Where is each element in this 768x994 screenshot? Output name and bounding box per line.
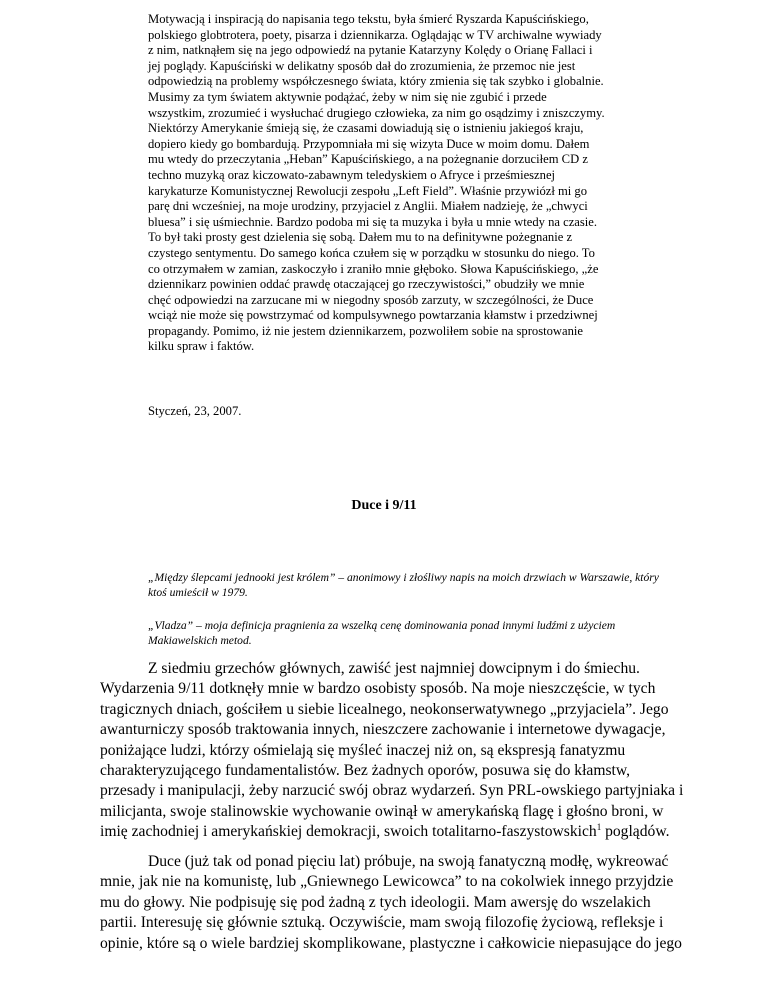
intro-line: propagandy. Pomimo, iż nie jestem dziennikarzem, pozwoliłem sobie na sprostowanie [148, 323, 583, 338]
epigraph-line: Makiawelskich metod. [148, 634, 252, 647]
body-line: Z siedmiu grzechów głównych, zawiść jest najmniej dowcipnym i do śmiechu. [148, 660, 640, 677]
article-title: Duce i 9/11 [351, 498, 417, 513]
body-line: mu do głowy. Nie podpisuję się pod żadną z tych ideologii. Mam awersję do wszelakich [100, 893, 651, 911]
epigraph-quote-2 [148, 618, 615, 648]
intro-line: parę dni wcześniej, na moje urodziny, przyjaciel z Anglii. Miałem nadzieję, że „chwyci [148, 199, 588, 214]
body-line: mnie, jak nie na komunistę, lub „Gniewnego Lewicowca” to na cokolwiek innego przyjdzie [100, 873, 674, 891]
intro-line: dziennikarz powinien oddać prawdę otaczającej go rzeczywistości,” obudziły we mnie [148, 277, 585, 292]
intro-line: To był taki prosty gest dzielenia się sobą. Dałem mu to na definitywne pożegnanie z [148, 230, 573, 245]
body-line: opinie, które są o wiele bardziej skomplikowane, plastyczne i całkowicie niepasujące do jego [100, 934, 682, 952]
body-line-text-end: poglądów. [601, 823, 670, 841]
epigraph-line: „Między ślepcami jednooki jest królem” – anonimowy i złośliwy napis na moich drzwiach w Warszawie, który [148, 571, 659, 584]
intro-line: Motywacją i inspiracją do napisania tego tekstu, była śmierć Ryszarda Kapuścińskiego, [148, 12, 589, 26]
intro-line: dopiero kiedy go bombardują. Przypomniała mi się wizyta Duce w moim domu. Dałem [148, 136, 590, 151]
footnote-marker[interactable]: 1 [596, 822, 602, 833]
body-paragraph-2 [100, 852, 680, 954]
intro-line: bluesa” i się uśmiechnie. Bardzo podoba mi się ta muzyka i była u mnie wtedy na czasie. [148, 214, 598, 229]
intro-line: odpowiedzią na problemy współczesnego świata, który zmienia się tak szybko i globalnie. [148, 74, 604, 89]
body-line-last [100, 822, 680, 842]
body-line: charakteryzującego fundamentalistów. Bez żadnych oporów, posuwa się do kłamstw, [100, 762, 631, 780]
intro-line: karykaturze Komunistycznej Rewolucji zespołu „Left Field”. Właśnie przywiózł mi go [148, 183, 588, 198]
intro-line: Niektórzy Amerykanie śmieją się, że czasami dowiadują się o istnieniu jakiegoś kraju, [148, 121, 584, 136]
intro-date: Styczeń, 23, 2007. [148, 404, 242, 418]
epigraph-line: ktoś umieścił w 1979. [148, 586, 248, 599]
body-line: partii. Interesuję się głównie sztuką. Oczywiście, mam swoją filozofię życiową, refleksje i [100, 914, 664, 932]
intro-line: techno muzyką oraz kiczowato-zabawnym teledyskiem o Afryce i prześmiesznej [148, 167, 556, 182]
intro-line: z nim, natknąłem się na jego odpowiedź na pytanie Katarzyny Kolędy o Orianę Fallaci i [148, 43, 593, 58]
intro-line: polskiego globtrotera, poety, pisarza i dziennikarza. Oglądając w TV archiwalne wywiady [148, 27, 602, 42]
body-line: Wydarzenia 9/11 dotknęły mnie w bardzo osobisty sposób. Na moje nieszczęście, w tych [100, 680, 656, 698]
intro-paragraph [148, 12, 628, 355]
body-line: Duce (już tak od ponad pięciu lat) próbuje, na swoją fanatyczną modłę, wykreować [148, 853, 669, 870]
body-line-text: imię zachodniej i amerykańskiej demokracji, swoich totalitarno-faszystowskich [100, 823, 597, 841]
epigraph-line: „Vladza” – moja definicja pragnienia za wszelką cenę dominowania ponad innymi ludźmi z użyciem [148, 619, 616, 632]
intro-line: wciąż nie może się powstrzymać od kompulsywnego powtarzania kłamstw i przedziwnej [148, 308, 598, 323]
epigraph-quote-1 [148, 570, 659, 600]
intro-line: kilku spraw i faktów. [148, 339, 255, 354]
body-paragraph-1 [100, 659, 684, 843]
body-line: awanturniczy sposób traktowania innych, nieszczere zachowanie i internetowe dywagacje, [100, 721, 666, 739]
intro-line: jej poglądy. Kapuściński w delikatny sposób dał do zrozumienia, że przemoc nie jest [148, 58, 576, 73]
body-line: tragicznych dniach, gościłem u siebie licealnego, neokonserwatywnego „przyjaciela”. Jego [100, 700, 669, 718]
body-line: przesady i manipulacji, żeby narzucić swój obraz wydarzeń. Syn PRL-owskiego partyjniaka i [100, 782, 684, 800]
intro-line: mu wtedy do przeczytania „Heban” Kapuścińskiego, a na pożegnanie dorzuciłem CD z [148, 152, 588, 167]
intro-line: chęć odpowiedzi na zarzucane mi w niegodny sposób zarzuty, w szczególności, że Duce [148, 292, 594, 307]
intro-line: wszystkim, zrozumieć i wysłuchać drugiego człowieka, za nim go osądzimy i zniszczymy. [148, 105, 605, 120]
body-line: milicjanta, swoje stalinowskie wychowanie owinął w amerykańską flagę i głośno broni, w [100, 802, 664, 820]
intro-line: Musimy za tym światem aktywnie podążać, żeby w nim się nie zgubić i przede [148, 89, 547, 104]
body-line: poniżające ludzi, którzy ośmielają się myśleć inaczej niż on, są ekspresją fanatyzmu [100, 741, 626, 759]
intro-line: co otrzymałem w zamian, zaskoczyło i zraniło mnie głęboko. Słowa Kapuścińskiego, „że [148, 261, 599, 276]
intro-line: czystego sentymentu. Do samego końca czułem się w porządku w stosunku do niego. To [148, 245, 595, 260]
